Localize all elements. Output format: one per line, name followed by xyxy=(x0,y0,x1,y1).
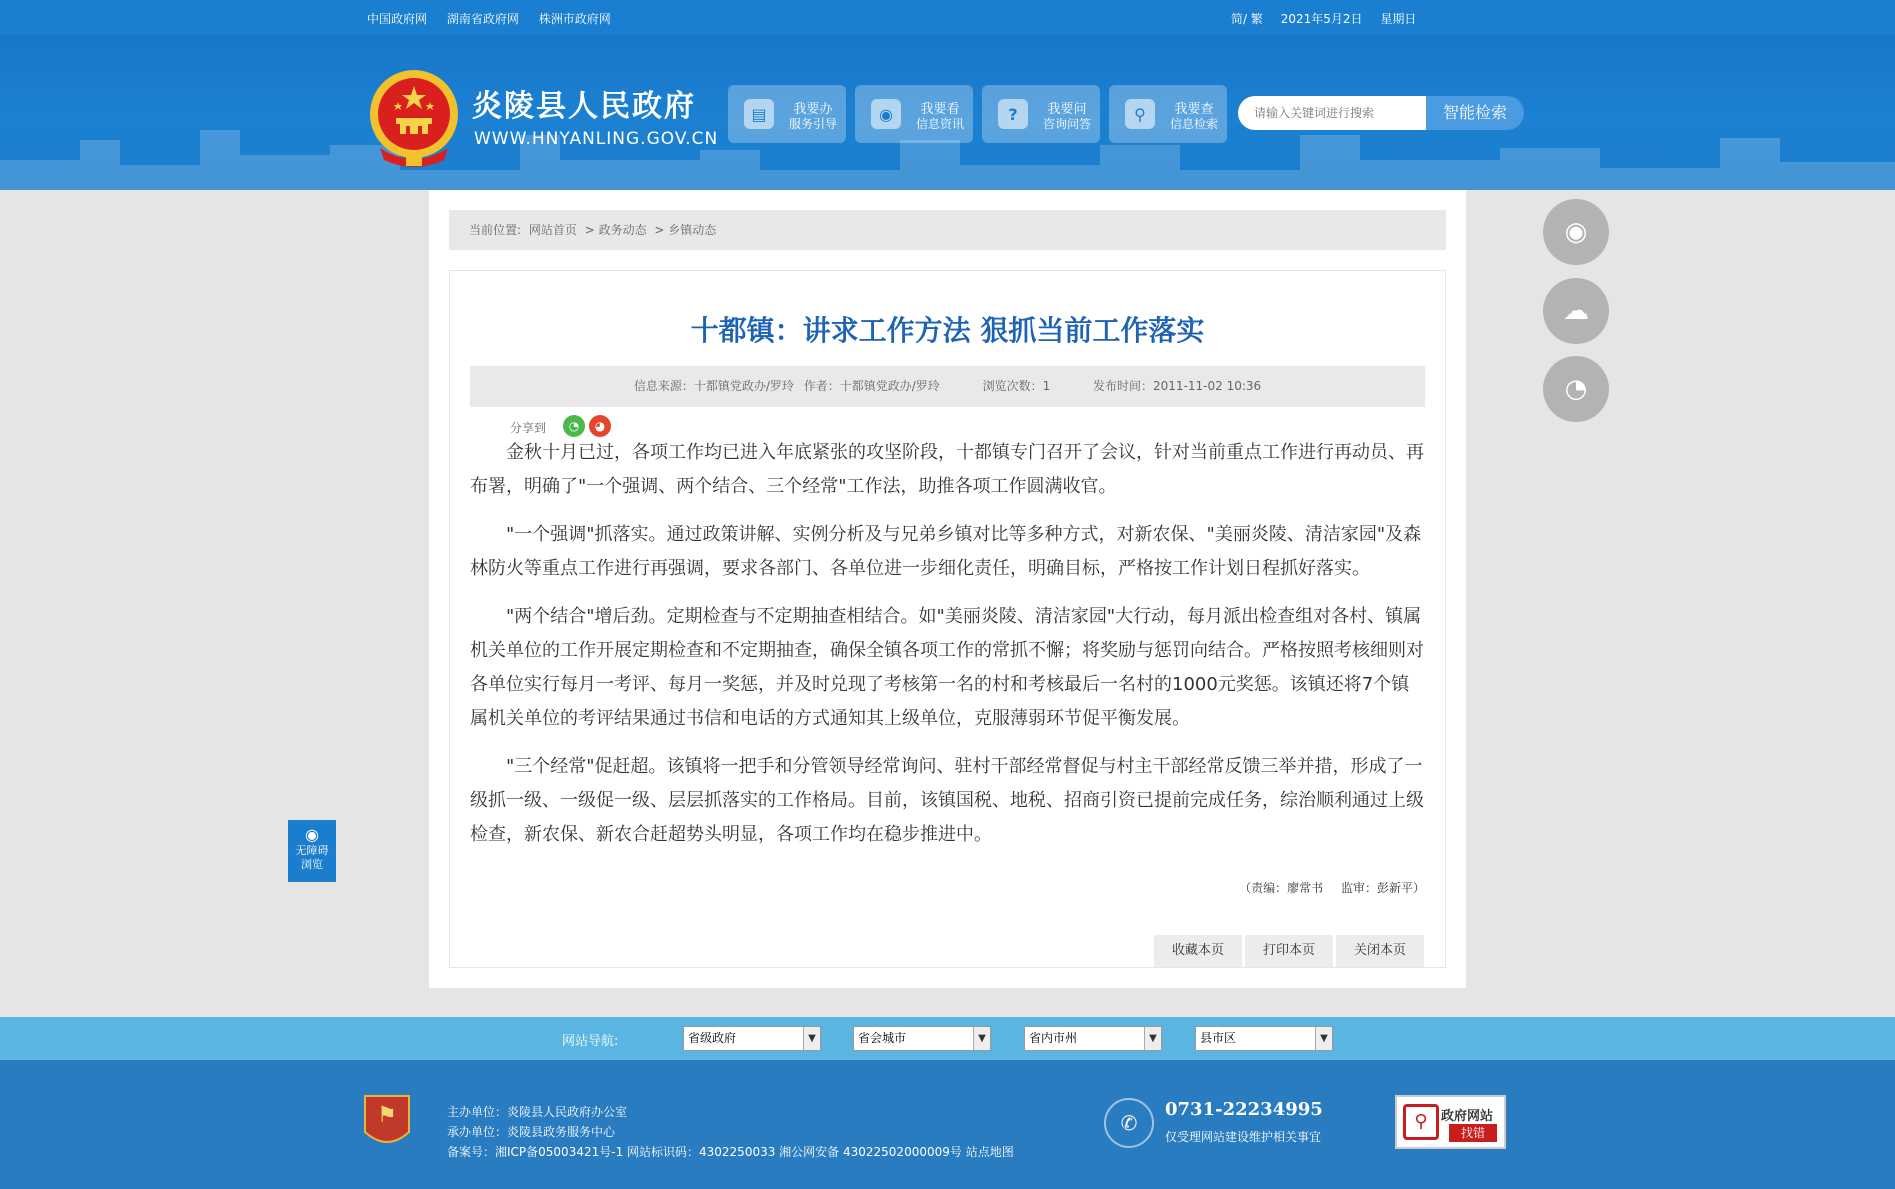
province-city-select[interactable] xyxy=(1024,1026,1162,1051)
info-news-line2: 信息资讯 xyxy=(915,117,964,131)
site-title: 炎陵县人民政府 xyxy=(472,89,696,124)
national-emblem-icon xyxy=(366,68,462,170)
meta-author: 作者：十都镇党政办/罗玲 xyxy=(803,379,940,393)
editor-credit xyxy=(1225,879,1425,896)
select-value: 省内市州 xyxy=(1029,1031,1078,1045)
breadcrumb-town-news[interactable]: > 乡镇动态 xyxy=(654,223,717,237)
info-search-line1: 我要查 xyxy=(1174,102,1214,117)
info-news-line1: 我要看 xyxy=(920,102,960,117)
search-icon: ⚲ xyxy=(1125,99,1155,129)
question-icon: ? xyxy=(998,99,1028,129)
service-guide-line1: 我要办 xyxy=(793,102,833,117)
select-value: 县市区 xyxy=(1200,1031,1237,1045)
party-gov-badge-icon[interactable] xyxy=(361,1092,413,1152)
paragraph: 金秋十月已过，各项工作均已进入年底紧张的攻坚阶段，十都镇专门召开了会议，针对当前重点工作进行再动员、再布署，明确了"一个强调、两个结合、三个经常"工作法，助推各项工作圆满收官。 xyxy=(470,442,1424,497)
consult-qa-line1: 我要问 xyxy=(1047,102,1087,117)
consult-qa-button[interactable] xyxy=(982,85,1100,143)
accessibility-line1: 无障碍 xyxy=(295,844,329,857)
site-nav-label: 网站导航: xyxy=(562,1034,619,1049)
document-icon: ▤ xyxy=(744,99,774,129)
site-url: WWW.HNYANLING.GOV.CN xyxy=(474,129,719,149)
accessibility-button[interactable] xyxy=(288,820,336,882)
main-content xyxy=(429,190,1466,988)
footer-organizer: 承办单位：炎陵县政务服务中心 xyxy=(447,1125,616,1139)
date-text: 2021年5月2日 xyxy=(1280,12,1363,26)
meta-source: 信息来源：十都镇党政办/罗玲 xyxy=(633,379,794,393)
lang-switch[interactable]: 简/ 繁 xyxy=(1231,12,1263,26)
article-title: 十都镇：讲求工作方法 狠抓当前工作落实 xyxy=(690,314,1205,347)
link-central-gov[interactable]: 中国政府网 xyxy=(367,12,428,26)
capital-city-select[interactable] xyxy=(853,1026,991,1051)
top-bar xyxy=(0,0,1895,35)
eye-icon[interactable]: ◉ xyxy=(1543,199,1609,265)
meta-date: 发布时间：2011-11-02 10:36 xyxy=(1093,379,1262,393)
bookmark-button[interactable]: 收藏本页 xyxy=(1154,935,1242,967)
chevron-down-icon: ▼ xyxy=(803,1027,820,1050)
article-body xyxy=(470,436,1425,866)
phone-icon: ✆ xyxy=(1104,1098,1154,1148)
weibo-icon[interactable]: ◔ xyxy=(1543,356,1609,422)
service-guide-line2: 服务引导 xyxy=(788,117,837,131)
select-value: 省会城市 xyxy=(858,1031,907,1045)
breadcrumb-label: 当前位置: xyxy=(469,223,522,237)
findbug-label: 找错 xyxy=(1449,1124,1497,1142)
find-error-badge[interactable] xyxy=(1395,1095,1506,1149)
breadcrumb-home[interactable]: 网站首页 xyxy=(528,223,577,237)
weibo-share-icon[interactable]: ◕ xyxy=(589,415,611,437)
meta-views: 浏览次数：1 xyxy=(982,379,1051,393)
close-page-button[interactable]: 关闭本页 xyxy=(1336,935,1424,967)
wechat-share-icon[interactable]: ◔ xyxy=(563,415,585,437)
svg-text:⚑: ⚑ xyxy=(377,1103,397,1128)
info-news-button[interactable] xyxy=(855,85,973,143)
link-hunan-gov[interactable]: 湖南省政府网 xyxy=(446,12,519,26)
county-select[interactable] xyxy=(1195,1026,1333,1051)
top-right xyxy=(1231,10,1430,27)
findbug-title: 政府网站 xyxy=(1441,1109,1494,1124)
consult-qa-line2: 咨询问答 xyxy=(1042,117,1091,131)
smart-search-button[interactable]: 智能检索 xyxy=(1426,96,1524,130)
paragraph: "三个经常"促赶超。该镇将一把手和分管领导经常询问、驻村干部经常督促与村主干部经常反馈三举并措，形成了一级抓一级、一级促一级、层层抓落实的工作格局。目前，该镇国税、地税、招商引资已提前完成任务，综治顺利通过上级检查，新农保、新农合赶超势头明显，各项工作均在稳步推进中。 xyxy=(470,756,1424,845)
accessibility-line2: 浏览 xyxy=(301,858,323,871)
search-input[interactable] xyxy=(1238,96,1426,130)
select-value: 省级政府 xyxy=(688,1031,737,1045)
print-button[interactable]: 打印本页 xyxy=(1245,935,1333,967)
wechat-icon[interactable]: ☁ xyxy=(1543,278,1609,344)
footer-phone: 0731-22234995 xyxy=(1165,1099,1323,1120)
footer-phone-note: 仅受理网站建设维护相关事宜 xyxy=(1165,1130,1322,1144)
breadcrumb-gov-news[interactable]: > 政务动态 xyxy=(584,223,647,237)
paragraph: "两个结合"增后劲。定期检查与不定期抽查相结合。如"美丽炎陵、清洁家园"大行动，每月派出检查组对各村、镇属机关单位的工作开展定期检查和不定期抽查，确保全镇各项工作的常抓不懈；将奖励与惩罚向结合。严格按照考核细则对各单位实行每月一考评、每月一奖惩，并及时兑现了考核第一名的村和考核最后一名村的1000元奖惩。该镇还将7个镇属机关单位的考评结果通过书信和电话的方式通知其上级单位，克服薄弱环节促平衡发展。 xyxy=(470,606,1424,729)
info-search-line2: 信息检索 xyxy=(1169,117,1218,131)
editor-name: （责编：廖常书 xyxy=(1239,881,1324,895)
share-label: 分享到 xyxy=(510,421,547,435)
eye-icon: ◉ xyxy=(305,825,319,844)
weekday-text: 星期日 xyxy=(1380,12,1417,26)
province-gov-select[interactable] xyxy=(683,1026,821,1051)
info-search-button[interactable] xyxy=(1109,85,1227,143)
chevron-down-icon: ▼ xyxy=(1144,1027,1161,1050)
article-meta xyxy=(470,366,1425,407)
site-header xyxy=(0,35,1895,190)
footer-host: 主办单位：炎陵县人民政府办公室 xyxy=(447,1105,628,1119)
article xyxy=(449,270,1446,968)
link-zhuzhou-gov[interactable]: 株洲市政府网 xyxy=(538,12,611,26)
footer-record: 备案号：湘ICP备05003421号-1 网站标识码：4302250033 湘公网安备 43022502000009号 站点地图 xyxy=(447,1145,1014,1159)
eye-icon: ◉ xyxy=(871,99,901,129)
paragraph: "一个强调"抓落实。通过政策讲解、实例分析及与兄弟乡镇对比等多种方式，对新农保、"美丽炎陵、清洁家园"及森林防火等重点工作进行再强调，要求各部门、各单位进一步细化责任，明确目标，严格按工作计划日程抓好落实。 xyxy=(470,524,1422,579)
chevron-down-icon: ▼ xyxy=(1315,1027,1332,1050)
chevron-down-icon: ▼ xyxy=(973,1027,990,1050)
top-links xyxy=(367,10,627,27)
breadcrumb xyxy=(449,210,1446,250)
site-nav-bar xyxy=(0,1017,1895,1060)
site-footer xyxy=(0,1060,1895,1189)
service-guide-button[interactable] xyxy=(728,85,846,143)
reviewer-name: 监审：彭新平） xyxy=(1340,881,1425,895)
magnifier-icon: ⚲ xyxy=(1403,1104,1439,1140)
